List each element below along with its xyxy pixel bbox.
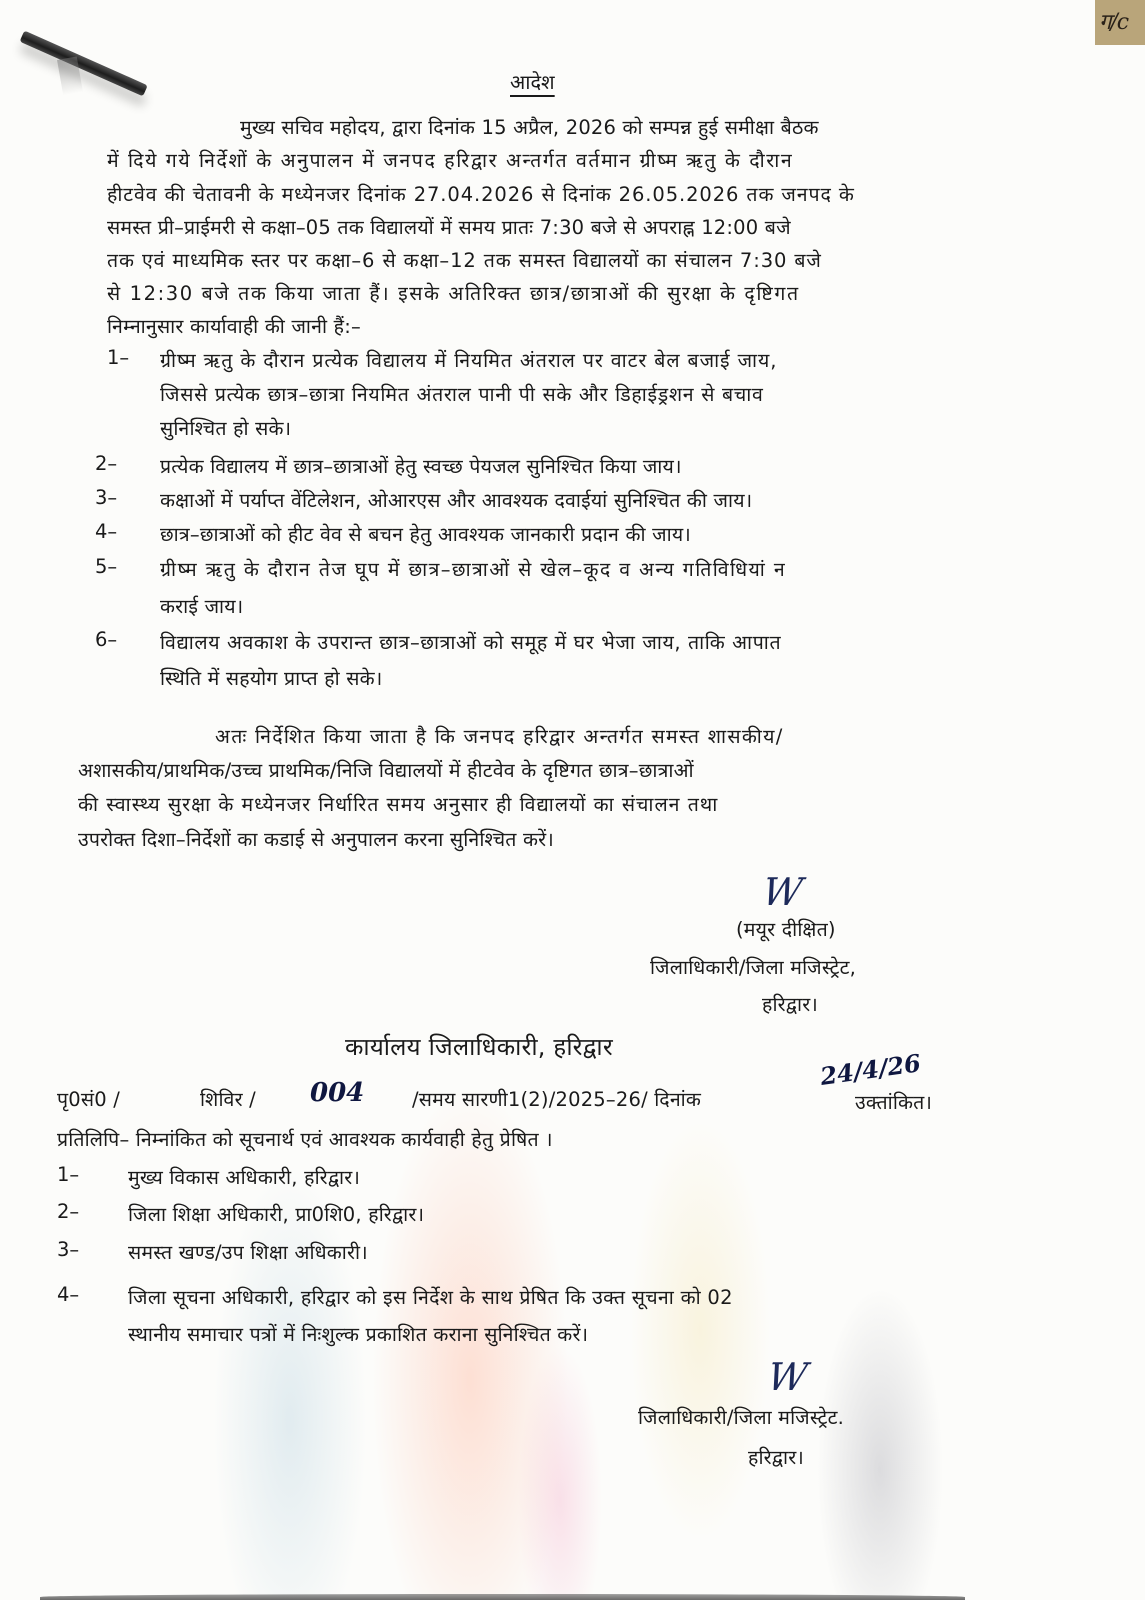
reference-number-handwritten: 004 <box>310 1078 365 1108</box>
signatory-designation: जिलाधिकारी/जिला मजिस्ट्रेट. <box>638 1406 845 1429</box>
corner-paper-scrap <box>1095 0 1145 45</box>
conclusion-line: उपरोक्त दिशा–निर्देशों का कडाई से अनुपालन करना सुनिश्चित करें। <box>78 828 554 851</box>
signature-mark: W <box>759 870 806 914</box>
conclusion-line: की स्वास्थ्य सुरक्षा के मध्येनजर निर्धारित समय अनुसार ही विद्यालयों का संचालन तथा <box>78 793 719 816</box>
signatory-designation: जिलाधिकारी/जिला मजिस्ट्रेट, <box>650 956 857 979</box>
staple-icon <box>20 31 148 97</box>
intro-line: तक एवं माध्यमिक स्तर पर कक्षा–6 से कक्षा–12 तक समस्त विद्यालयों का संचालन 7:30 बजे <box>107 249 822 272</box>
directive-line: कक्षाओं में पर्याप्त वेंटिलेशन, ओआरएस और आवश्यक दवाईयां सुनिश्चित की जाय। <box>160 489 753 512</box>
signatory-name: (मयूर दीक्षित) <box>736 918 836 941</box>
recipient-line: मुख्य विकास अधिकारी, हरिद्वार। <box>128 1166 361 1189</box>
directive-line: जिससे प्रत्येक छात्र–छात्रा नियमित अंतराल पानी पी सके और डिहाईड्रशन से बचाव <box>160 383 764 406</box>
directive-line: स्थिति में सहयोग प्राप्त हो सके। <box>160 667 383 690</box>
reference-camp: शिविर / <box>200 1088 256 1111</box>
directive-number: 3– <box>95 486 118 509</box>
reference-suffix: /समय सारणी1(2)/2025–26/ दिनांक <box>412 1088 702 1111</box>
intro-line: हीटवेव की चेतावनी के मध्येनजर दिनांक 27.04.2026 से दिनांक 26.05.2026 तक जनपद के <box>107 183 855 206</box>
recipient-line: जिला सूचना अधिकारी, हरिद्वार को इस निर्देश के साथ प्रेषित कि उक्त सूचना को 02 <box>128 1286 733 1309</box>
reference-end: उक्तांकित। <box>855 1091 933 1114</box>
order-title: आदेश <box>510 70 555 94</box>
directive-number: 1– <box>107 346 130 369</box>
directive-line: ग्रीष्म ऋतु के दौरान तेज घूप में छात्र–छात्राओं से खेल–कूद व अन्य गतिविधियां न <box>160 558 787 581</box>
directive-line: ग्रीष्म ऋतु के दौरान प्रत्येक विद्यालय में नियमित अंतराल पर वाटर बेल बजाई जाय, <box>160 349 778 372</box>
directive-line: कराई जाय। <box>160 595 244 618</box>
signatory-place: हरिद्वार। <box>762 993 819 1016</box>
intro-line: निम्नानुसार कार्यावाही की जानी हैं:– <box>107 315 361 338</box>
directive-line: सुनिश्चित हो सके। <box>160 417 292 440</box>
directive-number: 4– <box>95 520 118 543</box>
recipient-number: 1– <box>57 1163 80 1186</box>
directive-line: प्रत्येक विद्यालय में छात्र–छात्राओं हेतु स्वच्छ पेयजल सुनिश्चित किया जाय। <box>160 455 682 478</box>
directive-number: 2– <box>95 452 118 475</box>
recipient-number: 2– <box>57 1200 80 1223</box>
intro-line: समस्त प्री–प्राईमरी से कक्षा–05 तक विद्यालयों में समय प्रातः 7:30 बजे से अपराह्न 12:00 बजे <box>107 216 791 239</box>
paper-bottom-edge <box>40 1594 965 1600</box>
reference-prefix: पृ0सं0 / <box>57 1088 121 1111</box>
recipient-line: जिला शिक्षा अधिकारी, प्रा0शि0, हरिद्वार। <box>128 1203 425 1226</box>
corner-scrap-text: ग/c <box>1099 10 1129 35</box>
signatory-place: हरिद्वार। <box>748 1446 805 1469</box>
office-heading: कार्यालय जिलाधिकारी, हरिद्वार <box>345 1033 613 1061</box>
recipient-line: समस्त खण्ड/उप शिक्षा अधिकारी। <box>128 1241 368 1264</box>
directive-line: विद्यालय अवकाश के उपरान्त छात्र–छात्राओं को समूह में घर भेजा जाय, ताकि आपात <box>160 631 782 654</box>
intro-line: से 12:30 बजे तक किया जाता हैं। इसके अतिरिक्त छात्र/छात्राओं की सुरक्षा के दृष्टिगत <box>107 282 800 305</box>
directive-number: 5– <box>95 555 118 578</box>
recipient-number: 4– <box>57 1283 80 1306</box>
conclusion-line: अतः निर्देशित किया जाता है कि जनपद हरिद्वार अन्तर्गत समस्त शासकीय/ <box>215 725 784 748</box>
recipient-line: स्थानीय समाचार पत्रों में निःशुल्क प्रकाशित कराना सुनिश्चित करें। <box>128 1323 589 1346</box>
directive-number: 6– <box>95 628 118 651</box>
signature-mark: W <box>764 1355 811 1399</box>
directive-line: छात्र–छात्राओं को हीट वेव से बचन हेतु आवश्यक जानकारी प्रदान की जाय। <box>160 523 691 546</box>
recipient-number: 3– <box>57 1238 80 1261</box>
conclusion-line: अशासकीय/प्राथमिक/उच्च प्राथमिक/निजि विद्यालयों में हीटवेव के दृष्टिगत छात्र–छात्राओं <box>78 759 694 782</box>
intro-line: में दिये गये निर्देशों के अनुपालन में जनपद हरिद्वार अन्तर्गत वर्तमान ग्रीष्म ऋतु के दौरान <box>107 149 794 172</box>
copy-intro: प्रतिलिपि– निम्नांकित को सूचनार्थ एवं आवश्यक कार्यवाही हेतु प्रेषित । <box>57 1128 553 1151</box>
date-handwritten: 24/4/26 <box>818 1048 923 1091</box>
intro-line: मुख्य सचिव महोदय, द्वारा दिनांक 15 अप्रैल, 2026 को सम्पन्न हुई समीक्षा बैठक <box>240 116 819 139</box>
